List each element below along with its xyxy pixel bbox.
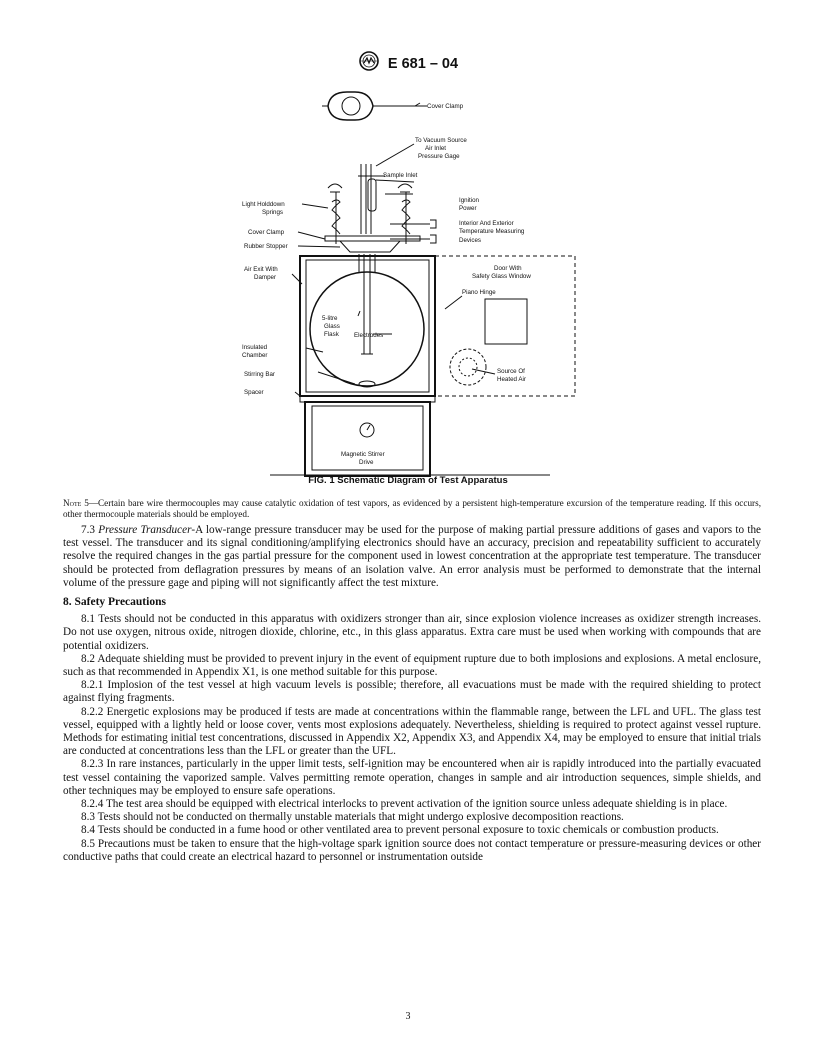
paragraph-text: -A low-range pressure transducer may be used for the purpose of making partial pressure additions of gases and vapors to the test vessel. The transducer and its signal conditioning/amplifying electronics should have an accuracy, precision and repeatability sufficient to accurately resolve the required changes in the gas partial pressure for the component used in lowest concentration at the appropriate test temperature. The transducer should be protected from deflagration pressures by means of an isolation valve. An error analysis must be performed to demonstrate that the internal volume of the pressure gage and piping will not significantly affect the test mixture.	[63, 524, 762, 589]
label-damper: Damper	[254, 274, 277, 281]
label-cover-clamp-side: Cover Clamp	[248, 229, 285, 236]
note-text: —Certain bare wire thermocouples may cause catalytic oxidation of test vapors, as evidenced by a persistent high-temperature excursion of the temperature reading. If this occurs, other thermocouple materials should be employed.	[63, 498, 761, 519]
label-drive: Drive	[359, 459, 374, 466]
page-number: 3	[405, 1011, 411, 1022]
label-insulated: Insulated	[242, 344, 268, 351]
label-to-vacuum: To Vacuum Source	[415, 137, 467, 144]
label-springs: Springs	[262, 209, 283, 216]
note-label: Note 5	[63, 498, 89, 508]
label-ignition: Ignition	[459, 197, 479, 204]
paragraph-8-3: 8.3 Tests should not be conducted on thermally unstable materials that might undergo explosive decomposition reactions.	[81, 811, 624, 824]
body-text	[63, 498, 761, 864]
label-glass: Glass	[324, 323, 340, 330]
label-cover-clamp-top: Cover Clamp	[427, 103, 464, 110]
paragraph-8-2: 8.2 Adequate shielding must be provided to prevent injury in the event of equipment rupture due to both implosions and explosions. A metal enclosure, such as that recommended in Appendix X1, is one method suitable for this purpose.	[63, 652, 761, 679]
paragraph-8-2-4: 8.2.4 The test area should be equipped with electrical interlocks to prevent activation of the ignition source unless adequate shielding is in place.	[81, 798, 728, 811]
label-5-litre: 5-litre	[322, 315, 338, 322]
paragraph-title: Pressure Transducer	[98, 524, 192, 536]
astm-logo-icon	[358, 51, 380, 76]
label-interior-exterior: Interior And Exterior	[459, 220, 514, 227]
label-heated-air: Heated Air	[497, 376, 526, 383]
label-sample-inlet: Sample Inlet	[383, 172, 418, 179]
figure-caption: FIG. 1 Schematic Diagram of Test Apparatus	[308, 475, 508, 486]
paragraph-8-4: 8.4 Tests should be conducted in a fume hood or other ventilated area to prevent personal exposure to toxic chemicals or combustion products.	[81, 824, 719, 837]
label-air-exit: Air Exit With	[244, 266, 278, 273]
paragraph-8-1: 8.1 Tests should not be conducted in this apparatus with oxidizers stronger than air, since explosion violence increases as oxidizer strength increases. Do not use oxygen, nitrous oxide, nitrogen dioxide, chlorine, etc., in this glass apparatus. Extra care must be used when working with compounds that are potential oxidizers.	[63, 613, 761, 652]
label-piano-hinge: Piano Hinge	[462, 289, 496, 296]
paragraph-number: 7.3	[81, 524, 95, 536]
page-header	[0, 51, 816, 76]
test-apparatus-figure	[240, 84, 580, 484]
label-stirring-bar: Stirring Bar	[244, 371, 275, 378]
note-5	[63, 498, 761, 520]
section-heading: 8. Safety Precautions	[63, 596, 166, 609]
label-door-with: Door With	[494, 265, 522, 272]
label-safety-glass: Safety Glass Window	[472, 273, 531, 280]
label-flask: Flask	[324, 331, 339, 338]
label-source-of: Source Of	[497, 368, 525, 375]
label-spacer: Spacer	[244, 389, 264, 396]
paragraph-8-5: 8.5 Precautions must be taken to ensure that the high-voltage spark ignition source does not contact temperature or pressure-measuring devices or other conductive paths that could create an electrical hazard to personnel or instrumentation outside	[63, 837, 761, 863]
document-designation: E 681 – 04	[387, 55, 459, 72]
label-rubber-stopper: Rubber Stopper	[244, 243, 288, 250]
label-magnetic-stirrer: Magnetic Stirrer	[341, 451, 385, 458]
label-devices: Devices	[459, 237, 482, 244]
paragraph-8-2-2: 8.2.2 Energetic explosions may be produced if tests are made at concentrations within the flammable range, between the LFL and UFL. The glass test vessel, equipped with a lightly held or loose cover, vents most explosions adequately. Nevertheless, shielding is required to protect against vessel rupture. Methods for estimating initial test concentrations, discussed in Appendix X2, Appendix X3, and Appendix X4, may be employed to ensure that initial trials are conducted at concentrations less than the LFL or greater than the UFL.	[63, 705, 761, 758]
paragraph-7-3	[63, 524, 761, 590]
label-chamber: Chamber	[242, 352, 268, 359]
label-air-inlet: Air Inlet	[425, 145, 446, 152]
paragraph-8-2-1: 8.2.1 Implosion of the test vessel at high vacuum levels is possible; therefore, all evacuations must be made with the required shielding to protect against flying fragments.	[63, 679, 761, 705]
apparatus-schematic	[240, 84, 580, 484]
label-pressure-gage: Pressure Gage	[418, 153, 460, 160]
label-power: Power	[459, 205, 477, 212]
label-electrodes: Electrodes	[354, 332, 384, 339]
label-light-holddown: Light Holddown	[242, 201, 285, 208]
paragraph-8-2-3: 8.2.3 In rare instances, particularly in the upper limit tests, self-ignition may be encountered when air is rapidly introduced into the partially evacuated test vessel containing the vaporized sample. Valves permitting remote operation, changes in sample and air introduction sequences, simple shields, and other techniques may be employed to ensure safe operations.	[63, 758, 761, 797]
label-temperature-measuring: Temperature Measuring	[459, 228, 525, 235]
